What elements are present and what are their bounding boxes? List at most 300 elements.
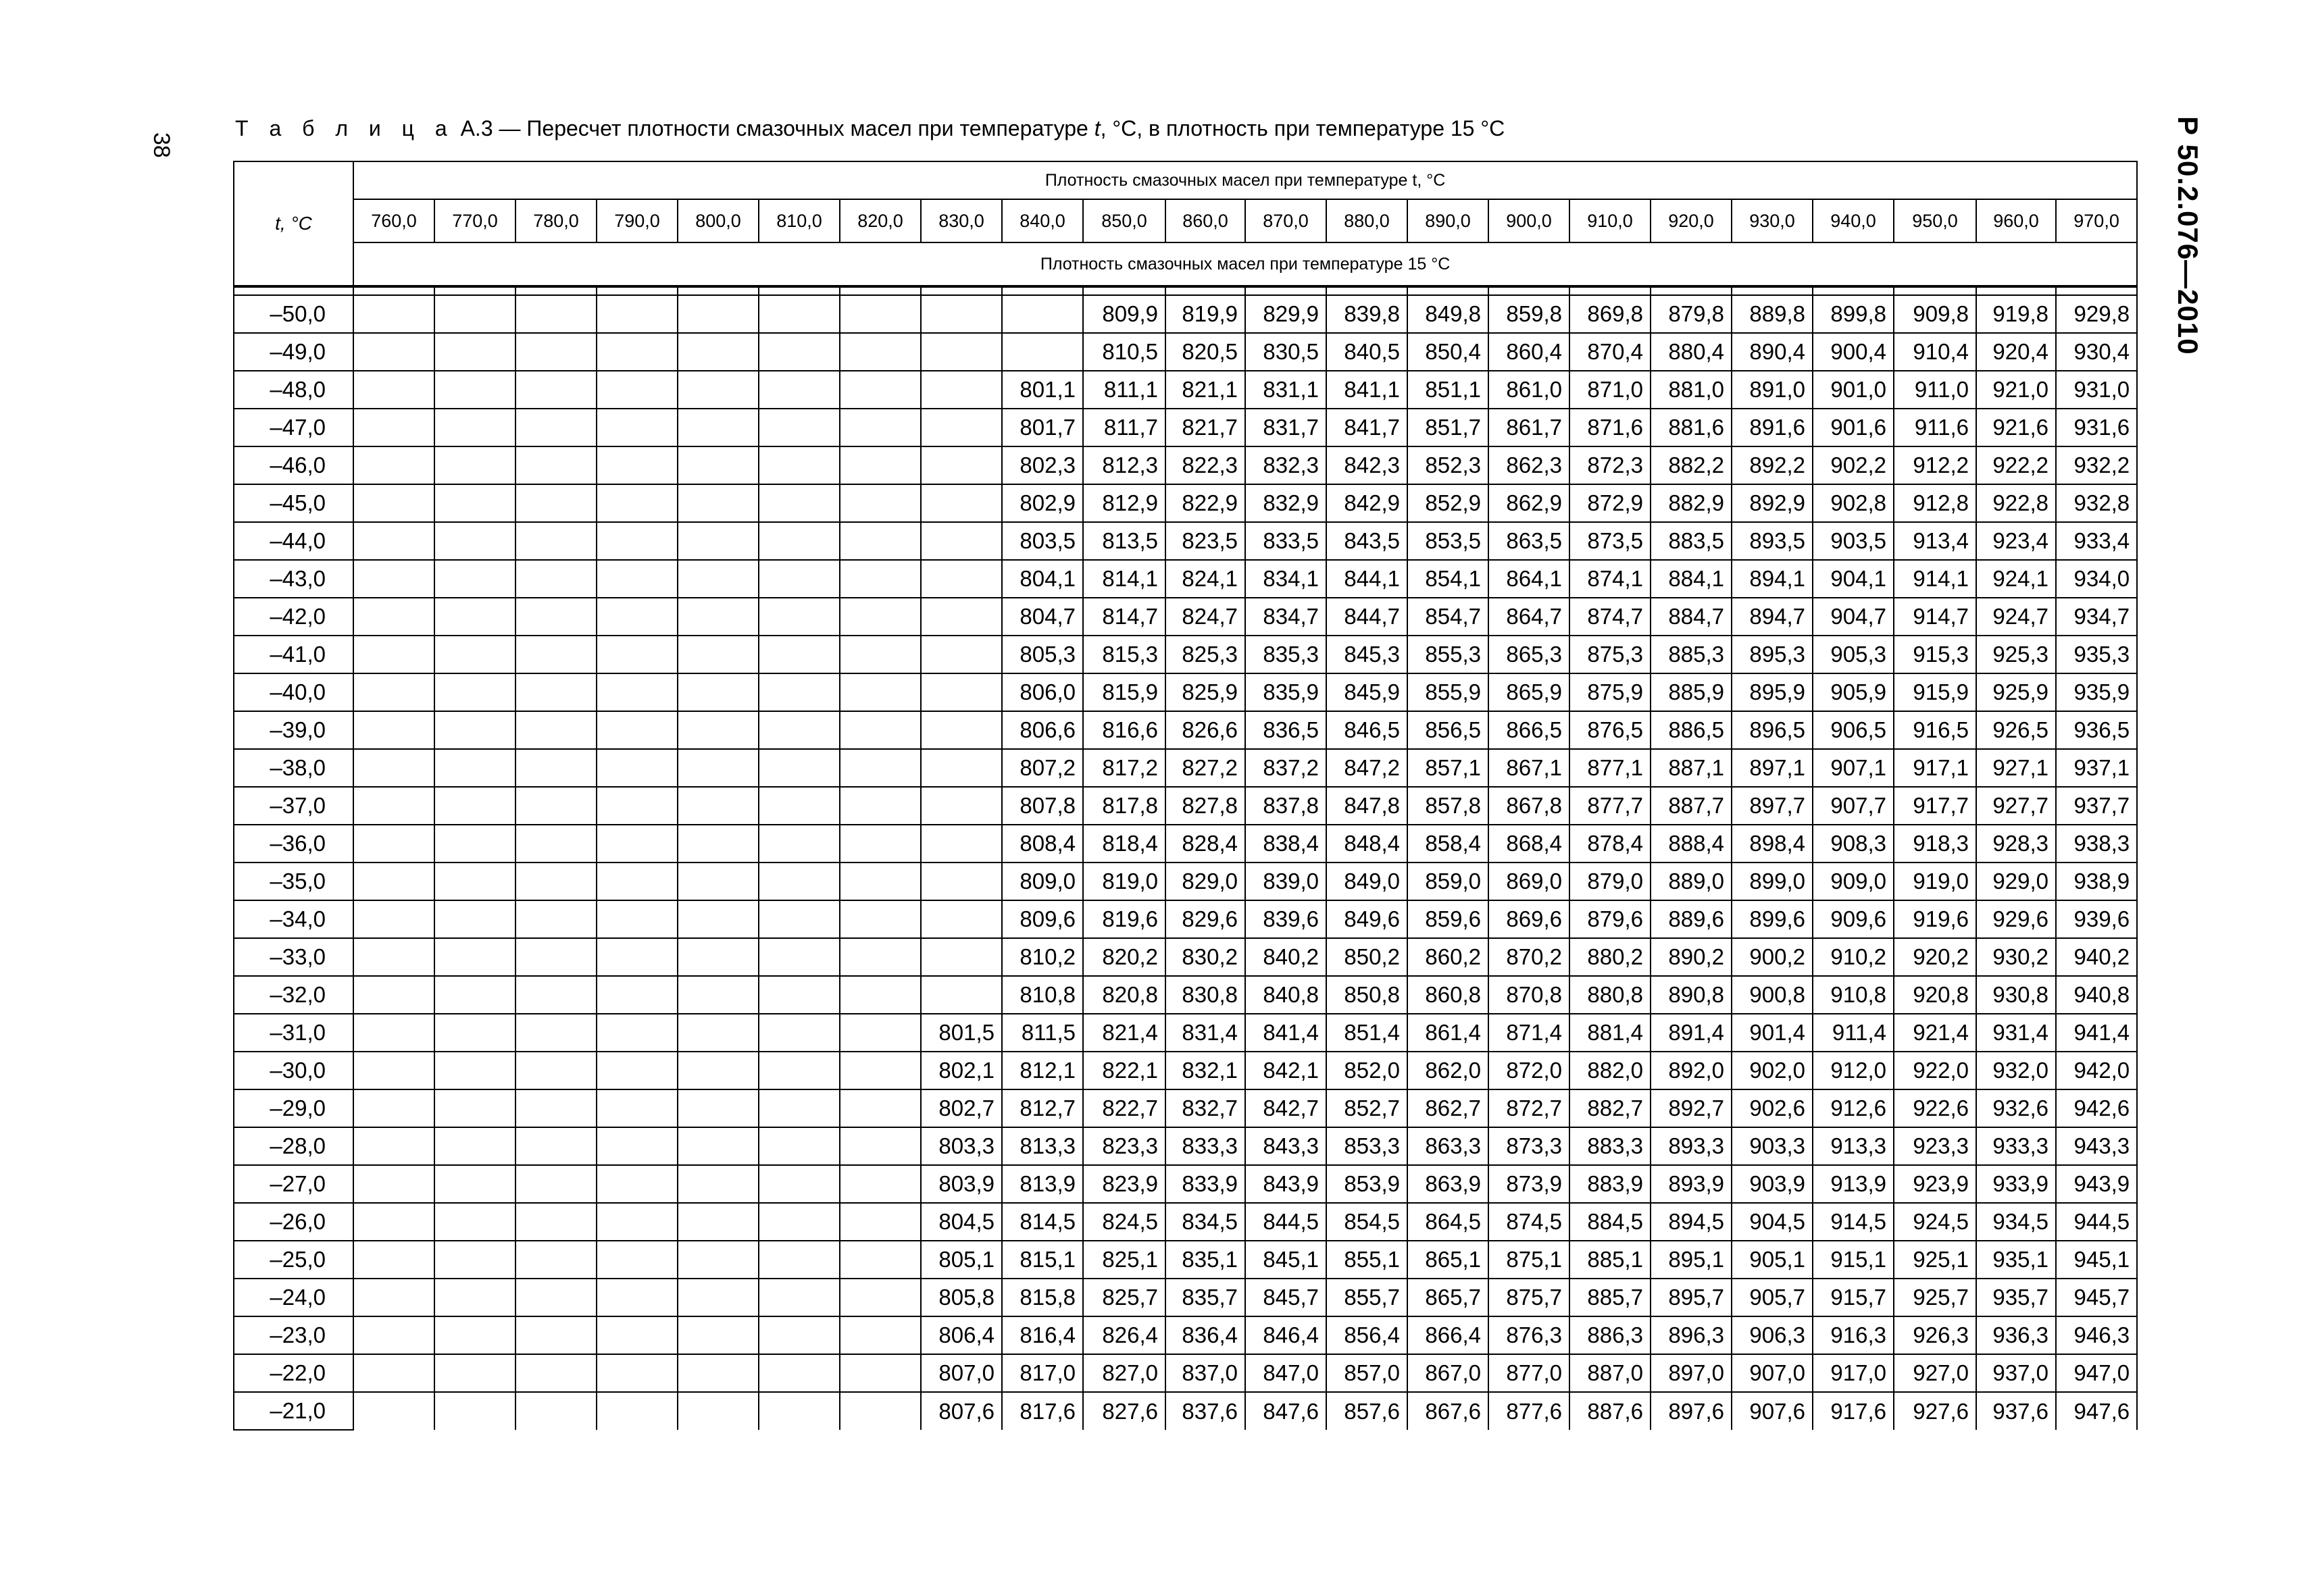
density-cell: 882,9: [1651, 484, 1732, 522]
density-cell: 937,6: [1976, 1392, 2056, 1430]
density-cell: 873,3: [1488, 1127, 1569, 1165]
density-cell: 908,3: [1813, 825, 1894, 863]
density-cell: 935,3: [2056, 636, 2137, 673]
density-cell: [515, 825, 597, 863]
density-cell: 931,0: [2056, 371, 2137, 409]
density-cell: 835,7: [1165, 1279, 1245, 1316]
density-cell: 853,3: [1326, 1127, 1407, 1165]
density-column-header: 910,0: [1569, 199, 1651, 242]
density-cell: [353, 976, 434, 1014]
density-cell: 824,5: [1083, 1203, 1165, 1241]
density-cell: 925,7: [1894, 1279, 1976, 1316]
density-cell: [840, 673, 921, 711]
density-cell: 828,4: [1165, 825, 1245, 863]
density-cell: 929,6: [1976, 900, 2056, 938]
density-cell: 932,8: [2056, 484, 2137, 522]
density-cell: 890,2: [1651, 938, 1732, 976]
density-cell: 857,1: [1407, 749, 1488, 787]
density-cell: 855,7: [1326, 1279, 1407, 1316]
density-cell: [597, 1014, 678, 1052]
table-row: [234, 1127, 2137, 1165]
density-cell: 880,4: [1651, 333, 1732, 371]
density-cell: 850,4: [1407, 333, 1488, 371]
density-cell: 937,0: [1976, 1354, 2056, 1392]
density-cell: [921, 409, 1002, 446]
density-cell: [678, 636, 759, 673]
density-cell: [434, 1127, 515, 1165]
density-cell: 817,0: [1002, 1354, 1083, 1392]
density-cell: [353, 1279, 434, 1316]
density-cell: 823,9: [1083, 1165, 1165, 1203]
density-cell: [515, 711, 597, 749]
density-cell: 911,6: [1894, 409, 1976, 446]
density-cell: 947,0: [2056, 1354, 2137, 1392]
temperature-cell: –33,0: [234, 938, 353, 976]
density-cell: 932,6: [1976, 1089, 2056, 1127]
density-cell: 802,1: [921, 1052, 1002, 1089]
density-cell: 845,3: [1326, 636, 1407, 673]
density-cell: [840, 484, 921, 522]
density-cell: [759, 938, 840, 976]
density-cell: 869,6: [1488, 900, 1569, 938]
separator-cell: [434, 286, 515, 295]
temperature-cell: –27,0: [234, 1165, 353, 1203]
density-cell: 912,2: [1894, 446, 1976, 484]
density-cell: 850,2: [1326, 938, 1407, 976]
density-cell: 914,7: [1894, 598, 1976, 636]
density-cell: 938,9: [2056, 863, 2137, 900]
density-cell: 892,0: [1651, 1052, 1732, 1089]
density-cell: 859,6: [1407, 900, 1488, 938]
density-cell: [678, 409, 759, 446]
density-cell: 920,4: [1976, 333, 2056, 371]
density-cell: 822,3: [1165, 446, 1245, 484]
density-cell: 902,8: [1813, 484, 1894, 522]
density-cell: [840, 787, 921, 825]
density-cell: 805,8: [921, 1279, 1002, 1316]
density-cell: 872,0: [1488, 1052, 1569, 1089]
density-cell: [353, 484, 434, 522]
density-column-header: 780,0: [515, 199, 597, 242]
density-cell: [678, 976, 759, 1014]
table-caption: [235, 116, 1505, 141]
temperature-cell: –46,0: [234, 446, 353, 484]
density-cell: [353, 1241, 434, 1279]
density-cell: 822,1: [1083, 1052, 1165, 1089]
density-cell: [678, 900, 759, 938]
density-cell: 934,0: [2056, 560, 2137, 598]
density-cell: 843,5: [1326, 522, 1407, 560]
separator-cell: [921, 286, 1002, 295]
density-cell: [678, 938, 759, 976]
density-cell: 847,0: [1245, 1354, 1326, 1392]
density-cell: 901,4: [1732, 1014, 1813, 1052]
density-cell: 859,0: [1407, 863, 1488, 900]
density-cell: 862,0: [1407, 1052, 1488, 1089]
density-cell: [840, 560, 921, 598]
density-cell: 801,7: [1002, 409, 1083, 446]
density-cell: [840, 863, 921, 900]
caption-label: Т а б л и ц а: [235, 116, 455, 140]
separator-cell: [597, 286, 678, 295]
density-cell: 895,7: [1651, 1279, 1732, 1316]
density-column-header: 790,0: [597, 199, 678, 242]
density-cell: 878,4: [1569, 825, 1651, 863]
density-cell: 924,7: [1976, 598, 2056, 636]
density-cell: [597, 1203, 678, 1241]
density-cell: [434, 863, 515, 900]
density-cell: 905,7: [1732, 1279, 1813, 1316]
density-cell: [434, 295, 515, 333]
density-cell: [759, 295, 840, 333]
density-cell: 906,3: [1732, 1316, 1813, 1354]
density-cell: 885,3: [1651, 636, 1732, 673]
density-cell: [434, 522, 515, 560]
density-cell: 821,1: [1165, 371, 1245, 409]
density-cell: [840, 1089, 921, 1127]
density-cell: 839,6: [1245, 900, 1326, 938]
density-cell: [921, 484, 1002, 522]
density-cell: 817,2: [1083, 749, 1165, 787]
density-cell: [759, 787, 840, 825]
temperature-cell: –36,0: [234, 825, 353, 863]
density-cell: [840, 1052, 921, 1089]
density-cell: [434, 598, 515, 636]
density-cell: [759, 1241, 840, 1279]
density-cell: 802,3: [1002, 446, 1083, 484]
density-cell: 865,3: [1488, 636, 1569, 673]
density-cell: 860,4: [1488, 333, 1569, 371]
density-cell: [840, 1354, 921, 1392]
density-cell: 919,8: [1976, 295, 2056, 333]
density-cell: 864,5: [1407, 1203, 1488, 1241]
density-cell: [678, 1392, 759, 1430]
density-cell: [597, 900, 678, 938]
density-cell: 847,6: [1245, 1392, 1326, 1430]
density-cell: 945,7: [2056, 1279, 2137, 1316]
table-row: [234, 560, 2137, 598]
density-cell: [515, 749, 597, 787]
density-cell: 831,1: [1245, 371, 1326, 409]
density-cell: [597, 560, 678, 598]
density-cell: 882,7: [1569, 1089, 1651, 1127]
density-cell: [597, 787, 678, 825]
density-cell: 930,4: [2056, 333, 2137, 371]
density-cell: 825,7: [1083, 1279, 1165, 1316]
density-cell: 811,1: [1083, 371, 1165, 409]
density-cell: 867,6: [1407, 1392, 1488, 1430]
separator-cell: [1165, 286, 1245, 295]
density-cell: 809,0: [1002, 863, 1083, 900]
density-cell: 889,8: [1732, 295, 1813, 333]
density-cell: [840, 446, 921, 484]
density-column-header: 860,0: [1165, 199, 1245, 242]
density-column-header: 820,0: [840, 199, 921, 242]
density-cell: 819,0: [1083, 863, 1165, 900]
density-cell: [759, 900, 840, 938]
density-cell: 834,5: [1165, 1203, 1245, 1241]
density-cell: 824,1: [1165, 560, 1245, 598]
density-cell: [678, 522, 759, 560]
density-cell: 855,9: [1407, 673, 1488, 711]
density-cell: 852,9: [1407, 484, 1488, 522]
density-cell: [434, 825, 515, 863]
density-cell: 816,6: [1083, 711, 1165, 749]
density-cell: [759, 1203, 840, 1241]
density-cell: 895,1: [1651, 1241, 1732, 1279]
density-cell: 934,5: [1976, 1203, 2056, 1241]
density-cell: 927,7: [1976, 787, 2056, 825]
density-cell: 820,8: [1083, 976, 1165, 1014]
density-cell: 815,9: [1083, 673, 1165, 711]
separator-cell: [1002, 286, 1083, 295]
density-cell: [597, 711, 678, 749]
density-cell: 847,8: [1326, 787, 1407, 825]
density-cell: 830,8: [1165, 976, 1245, 1014]
density-cell: 903,3: [1732, 1127, 1813, 1165]
density-cell: 913,9: [1813, 1165, 1894, 1203]
density-cell: 803,3: [921, 1127, 1002, 1165]
density-cell: [515, 1203, 597, 1241]
density-cell: 915,1: [1813, 1241, 1894, 1279]
density-cell: [434, 1392, 515, 1430]
density-cell: 912,8: [1894, 484, 1976, 522]
density-cell: 944,5: [2056, 1203, 2137, 1241]
density-cell: 914,5: [1813, 1203, 1894, 1241]
density-cell: [759, 976, 840, 1014]
density-cell: 923,9: [1894, 1165, 1976, 1203]
density-cell: 854,1: [1407, 560, 1488, 598]
density-cell: 895,9: [1732, 673, 1813, 711]
density-cell: 899,0: [1732, 863, 1813, 900]
density-cell: 842,9: [1326, 484, 1407, 522]
density-cell: 821,4: [1083, 1014, 1165, 1052]
caption-text-2: , °C, в плотность при температуре 15 °C: [1100, 116, 1505, 140]
density-cell: 874,5: [1488, 1203, 1569, 1241]
density-column-header: 930,0: [1732, 199, 1813, 242]
density-cell: 871,0: [1569, 371, 1651, 409]
density-cell: [353, 1014, 434, 1052]
density-cell: 809,9: [1083, 295, 1165, 333]
density-cell: 851,1: [1407, 371, 1488, 409]
density-cell: [597, 1052, 678, 1089]
density-cell: [678, 1014, 759, 1052]
document-code: Р 50.2.076—2010: [2172, 116, 2204, 355]
density-cell: 946,3: [2056, 1316, 2137, 1354]
density-cell: [434, 1165, 515, 1203]
density-cell: 905,1: [1732, 1241, 1813, 1279]
density-cell: [434, 1241, 515, 1279]
header-separator: [234, 286, 2137, 295]
density-cell: 849,8: [1407, 295, 1488, 333]
table-row: [234, 938, 2137, 976]
density-cell: 925,3: [1976, 636, 2056, 673]
density-cell: 907,1: [1813, 749, 1894, 787]
density-cell: [515, 938, 597, 976]
density-cell: 930,8: [1976, 976, 2056, 1014]
density-cell: 941,4: [2056, 1014, 2137, 1052]
density-cell: [597, 1127, 678, 1165]
density-cell: 921,6: [1976, 409, 2056, 446]
density-cell: [515, 1089, 597, 1127]
density-cell: [840, 1279, 921, 1316]
density-cell: 893,5: [1732, 522, 1813, 560]
density-table-container: [233, 161, 2138, 1431]
density-cell: [353, 1165, 434, 1203]
density-cell: [759, 409, 840, 446]
density-cell: 874,7: [1569, 598, 1651, 636]
table-row: [234, 1316, 2137, 1354]
sub-header: Плотность смазочных масел при температуре 15 °C: [353, 242, 2137, 286]
density-cell: 829,0: [1165, 863, 1245, 900]
density-cell: 860,2: [1407, 938, 1488, 976]
density-cell: 861,4: [1407, 1014, 1488, 1052]
separator-cell: [759, 286, 840, 295]
density-cell: [434, 1052, 515, 1089]
density-cell: 843,9: [1245, 1165, 1326, 1203]
density-cell: [840, 976, 921, 1014]
table-row: [234, 333, 2137, 371]
density-cell: [759, 711, 840, 749]
density-cell: [434, 1089, 515, 1127]
density-cell: [434, 409, 515, 446]
density-cell: 864,7: [1488, 598, 1569, 636]
density-cell: 823,5: [1165, 522, 1245, 560]
density-cell: 806,4: [921, 1316, 1002, 1354]
density-cell: 911,4: [1813, 1014, 1894, 1052]
density-cell: [678, 371, 759, 409]
density-cell: [678, 484, 759, 522]
density-cell: 807,2: [1002, 749, 1083, 787]
density-cell: [515, 1052, 597, 1089]
density-cell: 936,5: [2056, 711, 2137, 749]
density-cell: 942,6: [2056, 1089, 2137, 1127]
density-cell: 916,3: [1813, 1316, 1894, 1354]
density-cell: 897,1: [1732, 749, 1813, 787]
density-cell: 922,6: [1894, 1089, 1976, 1127]
density-cell: 887,6: [1569, 1392, 1651, 1430]
density-cell: 806,6: [1002, 711, 1083, 749]
density-cell: 810,8: [1002, 976, 1083, 1014]
density-cell: 852,0: [1326, 1052, 1407, 1089]
density-cell: [840, 900, 921, 938]
density-cell: [921, 863, 1002, 900]
density-cell: 885,9: [1651, 673, 1732, 711]
density-cell: [921, 522, 1002, 560]
density-cell: [353, 825, 434, 863]
density-cell: 837,8: [1245, 787, 1326, 825]
table-row: [234, 598, 2137, 636]
table-row: [234, 371, 2137, 409]
density-cell: 875,9: [1569, 673, 1651, 711]
density-cell: 925,9: [1976, 673, 2056, 711]
density-cell: 813,9: [1002, 1165, 1083, 1203]
density-cell: 869,0: [1488, 863, 1569, 900]
density-cell: 903,9: [1732, 1165, 1813, 1203]
density-cell: 873,9: [1488, 1165, 1569, 1203]
temperature-cell: –49,0: [234, 333, 353, 371]
density-cell: 858,4: [1407, 825, 1488, 863]
density-cell: 943,3: [2056, 1127, 2137, 1165]
temperature-cell: –24,0: [234, 1279, 353, 1316]
density-column-header: 940,0: [1813, 199, 1894, 242]
density-cell: 939,6: [2056, 900, 2137, 938]
density-cell: 864,1: [1488, 560, 1569, 598]
density-cell: [353, 1089, 434, 1127]
density-cell: [434, 673, 515, 711]
density-cell: [353, 863, 434, 900]
density-cell: 863,3: [1407, 1127, 1488, 1165]
density-cell: [678, 1316, 759, 1354]
density-cell: 907,6: [1732, 1392, 1813, 1430]
density-cell: 822,9: [1165, 484, 1245, 522]
density-cell: 814,5: [1002, 1203, 1083, 1241]
density-column-header: 810,0: [759, 199, 840, 242]
temperature-cell: –21,0: [234, 1392, 353, 1430]
density-cell: 834,7: [1245, 598, 1326, 636]
density-cell: [515, 1241, 597, 1279]
separator-cell: [515, 286, 597, 295]
density-cell: [597, 1354, 678, 1392]
density-cell: 884,7: [1651, 598, 1732, 636]
density-cell: [597, 446, 678, 484]
density-cell: 857,6: [1326, 1392, 1407, 1430]
density-cell: 835,1: [1165, 1241, 1245, 1279]
density-cell: 900,4: [1813, 333, 1894, 371]
density-cell: 932,0: [1976, 1052, 2056, 1089]
density-cell: 867,1: [1488, 749, 1569, 787]
density-cell: 812,1: [1002, 1052, 1083, 1089]
density-cell: [434, 711, 515, 749]
density-cell: [759, 673, 840, 711]
density-cell: [840, 1203, 921, 1241]
density-cell: 837,6: [1165, 1392, 1245, 1430]
table-row: [234, 1392, 2137, 1430]
density-cell: 919,0: [1894, 863, 1976, 900]
density-cell: 833,9: [1165, 1165, 1245, 1203]
temperature-cell: –45,0: [234, 484, 353, 522]
density-cell: 807,8: [1002, 787, 1083, 825]
density-cell: 883,3: [1569, 1127, 1651, 1165]
temperature-cell: –28,0: [234, 1127, 353, 1165]
temperature-cell: –44,0: [234, 522, 353, 560]
density-cell: 913,3: [1813, 1127, 1894, 1165]
density-cell: [840, 825, 921, 863]
table-row: [234, 295, 2137, 333]
density-cell: 855,3: [1407, 636, 1488, 673]
density-cell: [434, 371, 515, 409]
density-cell: [515, 598, 597, 636]
temperature-cell: –30,0: [234, 1052, 353, 1089]
density-cell: [353, 938, 434, 976]
temperature-cell: –37,0: [234, 787, 353, 825]
density-cell: 841,7: [1326, 409, 1407, 446]
density-cell: 849,6: [1326, 900, 1407, 938]
density-cell: [515, 1354, 597, 1392]
density-cell: [434, 636, 515, 673]
density-cell: [597, 1316, 678, 1354]
density-cell: 808,4: [1002, 825, 1083, 863]
density-cell: 927,1: [1976, 749, 2056, 787]
density-cell: 814,1: [1083, 560, 1165, 598]
density-cell: 921,0: [1976, 371, 2056, 409]
density-cell: 834,1: [1245, 560, 1326, 598]
density-cell: 899,8: [1813, 295, 1894, 333]
table-row: [234, 711, 2137, 749]
density-cell: 929,8: [2056, 295, 2137, 333]
density-cell: [597, 636, 678, 673]
density-cell: [515, 1392, 597, 1430]
